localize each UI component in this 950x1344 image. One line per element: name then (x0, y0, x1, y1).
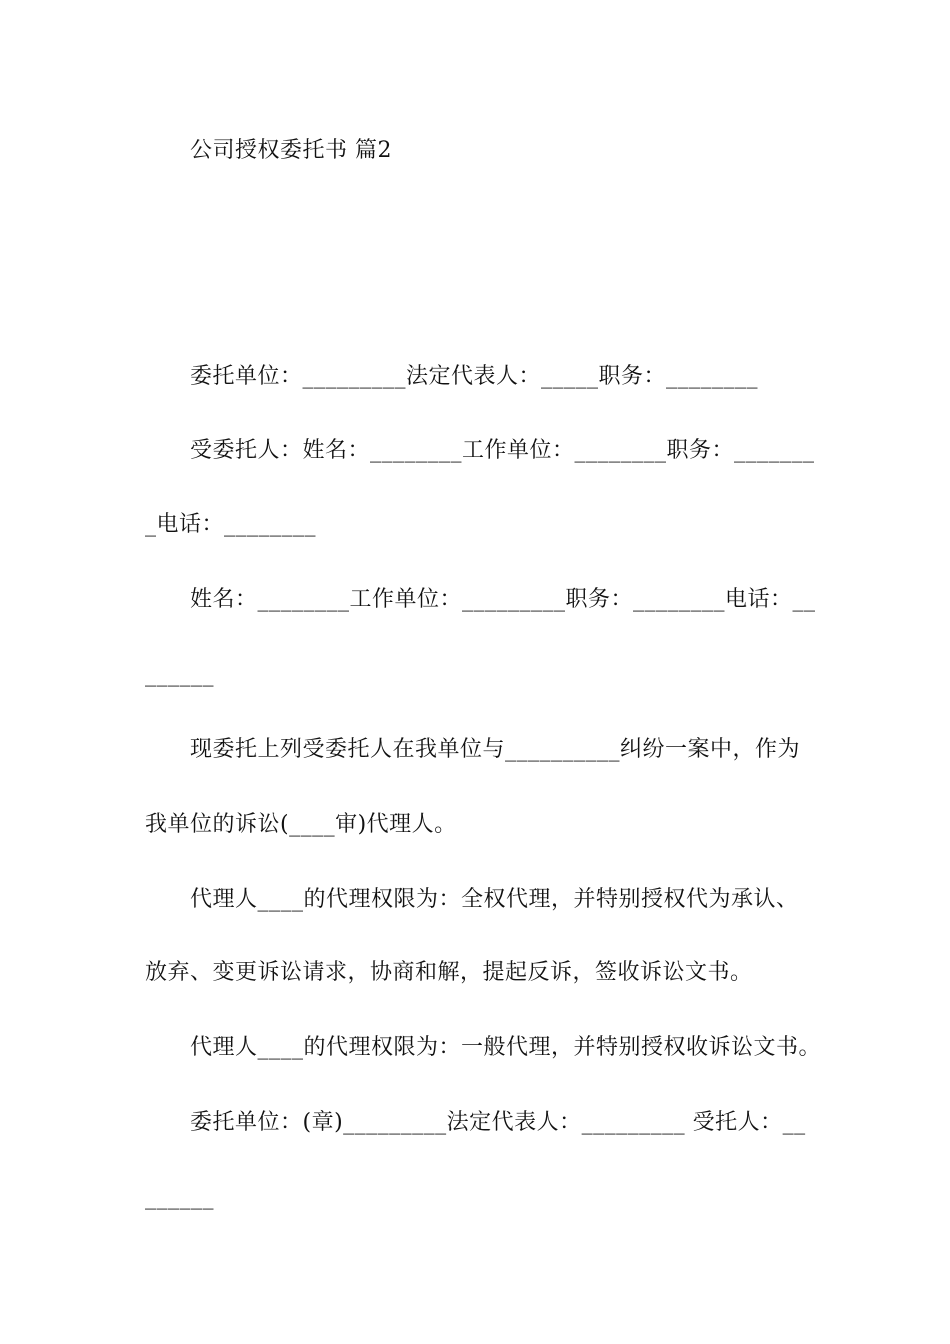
signature-line: 委托单位：(章)_________法定代表人：_________ 受托人：__ (190, 1110, 806, 1135)
agent-phone-line: _电话：________ (145, 512, 317, 537)
client-unit-line: 委托单位：_________法定代表人：_____职务：________ (190, 364, 759, 389)
full-agency-continuation: 放弃、变更诉讼请求，协商和解，提起反诉，签收诉讼文书。 (145, 960, 753, 985)
agent-info-line: 受委托人：姓名：________工作单位：________职务：_______ (190, 438, 815, 463)
second-agent-continuation: ______ (145, 662, 214, 687)
entrustment-paragraph: 现委托上列受委托人在我单位与__________纠纷一案中，作为 (190, 737, 801, 762)
second-agent-line: 姓名：________工作单位：_________职务：________电话：__ (190, 587, 816, 612)
general-agency-paragraph: 代理人____的代理权限为：一般代理，并特别授权收诉讼文书。 (190, 1035, 822, 1060)
full-agency-paragraph: 代理人____的代理权限为：全权代理，并特别授权代为承认、 (190, 887, 799, 912)
entrustment-continuation: 我单位的诉讼(____审)代理人。 (145, 812, 457, 837)
document-title: 公司授权委托书 篇2 (190, 138, 392, 163)
signature-continuation: ______ (145, 1185, 214, 1210)
